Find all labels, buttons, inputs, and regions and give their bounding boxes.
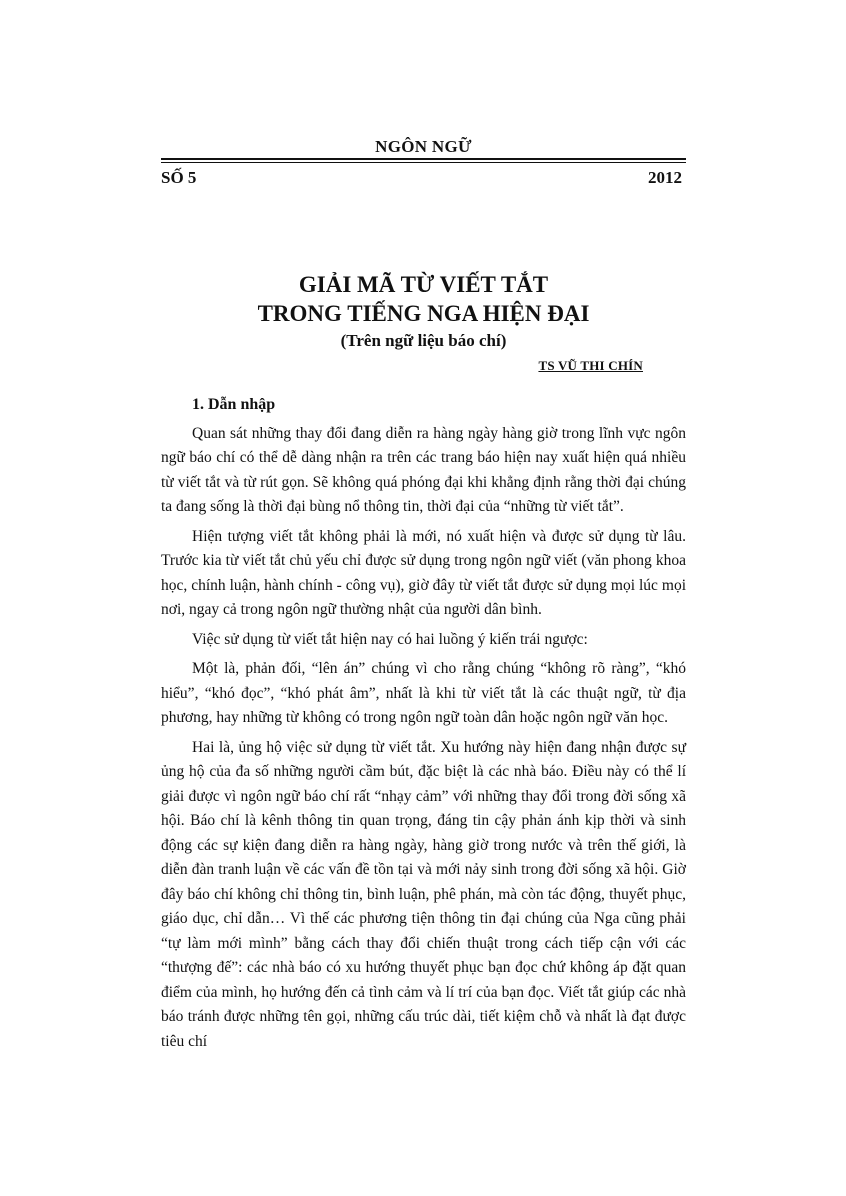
journal-name: NGÔN NGỮ (375, 137, 472, 156)
paragraph: Việc sử dụng từ viết tắt hiện nay có hai luồng ý kiến trái ngược: (192, 630, 588, 648)
title-line-1: GIẢI MÃ TỪ VIẾT TẮT (298, 272, 549, 297)
paragraph: Hai là, ủng hộ việc sử dụng từ viết tắt. Xu hướng này hiện đang nhận được sự ủng hộ của đa số những người cầm bút, đặc biệt là các nhà báo. Điều này có thể lí giải được vì ngôn ngữ báo chí rất “nhạy cảm” với những thay đổi trong đời sống xã hội. Báo chí là kênh thông tin quan trọng, đáng tin cậy phản ánh kịp thời và sinh động các sự kiện đang diễn ra hàng ngày, hàng giờ trong nước và trên thế giới, là diễn đàn tranh luận về các vấn đề tồn tại và mới nảy sinh trong đời sống xã hội. Giờ đây báo chí không chỉ thông tin, bình luận, phê phán, mà còn tác động, thuyết phục, giáo dục, chỉ dẫn… Vì thế các phương tiện thông tin đại chúng của Nga cũng phải “tự làm mới mình” bằng cách thay đổi chiến thuật trong cách tiếp cận với các “thượng đế”: các nhà báo có xu hướng thuyết phục bạn đọc chứ không áp đặt quan điểm của mình, họ hướng đến cả tình cảm và lí trí của bạn đọc. Viết tắt giúp các nhà báo tránh được những tên gọi, những cấu trúc dài, tiết kiệm chỗ và nhất là đạt được tiêu chí (161, 738, 686, 1050)
issue-number: SỐ 5 (161, 168, 197, 187)
title-line-2: TRONG TIẾNG NGA HIỆN ĐẠI (257, 301, 590, 326)
paragraph: Một là, phản đối, “lên án” chúng vì cho rằng chúng “không rõ ràng”, “khó hiểu”, “khó đọc”, “khó phát âm”, nhất là khi từ viết tắt là các thuật ngữ, từ địa phương, hay những từ không có trong ngôn ngữ toàn dân hoặc ngôn ngữ văn học. (161, 660, 686, 726)
article-body (161, 393, 686, 1059)
header-rule-thin (161, 162, 686, 163)
paragraph: Hiện tượng viết tắt không phải là mới, nó xuất hiện và được sử dụng từ lâu. Trước kia từ viết tắt chủ yếu chỉ được sử dụng trong ngôn ngữ viết (văn phong khoa học, chính luận, hành chính - công vụ), giờ đây từ viết tắt được sử dụng mọi lúc mọi nơi, ngay cả trong ngôn ngữ thường nhật của người dân bình. (161, 527, 686, 618)
article-subtitle: (Trên ngữ liệu báo chí) (340, 331, 507, 350)
paragraph: Quan sát những thay đổi đang diễn ra hàng ngày hàng giờ trong lĩnh vực ngôn ngữ báo chí có thể dễ dàng nhận ra trên các trang báo hiện nay xuất hiện quá nhiều từ viết tắt và từ rút gọn. Sẽ không quá phóng đại khi khẳng định rằng thời đại chúng ta đang sống là thời đại bùng nổ thông tin, thời đại của “những từ viết tắt”. (161, 424, 686, 515)
article-title (161, 270, 686, 352)
header-rule-thick (161, 158, 686, 160)
article-author: TS VŨ THI CHÍN (538, 358, 643, 373)
section-heading: 1. Dẫn nhập (192, 396, 276, 413)
issue-year: 2012 (648, 168, 682, 187)
